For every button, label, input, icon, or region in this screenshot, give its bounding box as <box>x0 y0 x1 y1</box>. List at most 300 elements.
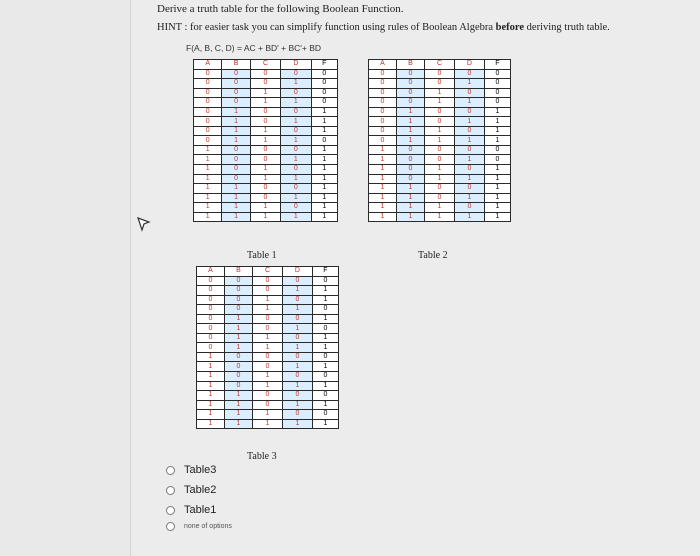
table-cell: 0 <box>484 79 510 89</box>
table-cell: 1 <box>425 126 455 136</box>
table-row <box>194 174 338 184</box>
table-cell: 0 <box>397 69 425 79</box>
table-row <box>369 184 511 194</box>
table-row <box>369 203 511 213</box>
table-cell: 0 <box>312 305 338 315</box>
table-row <box>369 126 511 136</box>
table-cell: 0 <box>312 352 338 362</box>
table-row <box>197 305 339 315</box>
table-row <box>194 212 338 222</box>
table-cell: 0 <box>282 372 312 382</box>
hint-prefix: HINT : for easier task you can simplify function using rules of Boolean Algebra <box>157 22 494 33</box>
table-cell: 1 <box>454 212 484 222</box>
table-cell: 0 <box>312 276 338 286</box>
table-cell: 0 <box>253 314 283 324</box>
table-cell: 0 <box>282 333 312 343</box>
table-cell: 0 <box>282 391 312 401</box>
table-cell: 1 <box>311 126 337 136</box>
table-cell: 0 <box>253 352 283 362</box>
truth-table-2 <box>368 59 511 222</box>
table-cell: 1 <box>253 343 283 353</box>
truth-table-3 <box>196 266 339 429</box>
hint-bold: before <box>495 22 525 33</box>
table-row <box>197 295 339 305</box>
table-cell: 1 <box>312 343 338 353</box>
table-row <box>197 372 339 382</box>
table-cell: 0 <box>253 324 283 334</box>
table-cell: 1 <box>281 117 311 127</box>
table-row <box>194 88 338 98</box>
table-2-label: Table 2 <box>418 250 448 261</box>
table-header-row <box>369 60 511 70</box>
table-cell: 0 <box>484 145 510 155</box>
table-cell: 1 <box>369 193 397 203</box>
table-row <box>194 203 338 213</box>
table-cell: 0 <box>369 136 397 146</box>
table-cell: 0 <box>484 155 510 165</box>
table-cell: 1 <box>484 212 510 222</box>
table-row <box>194 79 338 89</box>
table-cell: 0 <box>225 276 253 286</box>
table-cell: 1 <box>222 136 250 146</box>
table-cell: 1 <box>312 400 338 410</box>
table-cell: 0 <box>225 305 253 315</box>
question-title: Derive a truth table for the following Boolean Function. <box>157 3 404 15</box>
table-cell: 0 <box>312 324 338 334</box>
table-cell: 1 <box>484 136 510 146</box>
table-cell: 1 <box>312 333 338 343</box>
table-cell: 0 <box>397 145 425 155</box>
table-row <box>369 136 511 146</box>
table-cell: 0 <box>312 372 338 382</box>
table-cell: 0 <box>425 79 455 89</box>
table-cell: 1 <box>282 419 312 429</box>
table-cell: 1 <box>250 203 280 213</box>
option-table2[interactable] <box>166 484 216 496</box>
table-cell: 1 <box>369 212 397 222</box>
table-cell: 0 <box>312 391 338 401</box>
column-header: D <box>454 60 484 70</box>
table-cell: 1 <box>312 286 338 296</box>
table-cell: 0 <box>225 286 253 296</box>
table-cell: 0 <box>281 184 311 194</box>
table-row <box>369 69 511 79</box>
table-cell: 0 <box>250 193 280 203</box>
table-cell: 1 <box>250 174 280 184</box>
table-row <box>197 391 339 401</box>
table-cell: 1 <box>282 381 312 391</box>
table-cell: 1 <box>282 362 312 372</box>
table-cell: 0 <box>250 155 280 165</box>
table-cell: 0 <box>397 165 425 175</box>
table-row <box>197 276 339 286</box>
table-cell: 0 <box>282 314 312 324</box>
table-cell: 1 <box>197 381 225 391</box>
table-cell: 1 <box>281 174 311 184</box>
table-row <box>194 165 338 175</box>
table-cell: 0 <box>250 69 280 79</box>
table-cell: 0 <box>197 333 225 343</box>
table-cell: 0 <box>369 88 397 98</box>
table-cell: 1 <box>454 136 484 146</box>
truth-table-1 <box>193 59 338 222</box>
table-row <box>369 193 511 203</box>
table-cell: 1 <box>253 381 283 391</box>
table-cell: 1 <box>484 165 510 175</box>
table-cell: 1 <box>282 286 312 296</box>
table-cell: 0 <box>197 295 225 305</box>
table-cell: 1 <box>225 400 253 410</box>
table-cell: 0 <box>281 126 311 136</box>
table-cell: 1 <box>311 203 337 213</box>
table-cell: 1 <box>397 184 425 194</box>
table-cell: 0 <box>425 193 455 203</box>
table-cell: 0 <box>369 79 397 89</box>
table-row <box>197 419 339 429</box>
table-cell: 0 <box>282 295 312 305</box>
radio-button[interactable] <box>166 486 175 495</box>
table-row <box>369 174 511 184</box>
table-cell: 0 <box>312 410 338 420</box>
table-cell: 1 <box>225 391 253 401</box>
column-header: A <box>369 60 397 70</box>
column-header: F <box>311 60 337 70</box>
table-cell: 1 <box>225 410 253 420</box>
table-cell: 1 <box>225 419 253 429</box>
table-row <box>369 88 511 98</box>
table-cell: 0 <box>397 98 425 108</box>
table-cell: 0 <box>194 117 222 127</box>
table-cell: 1 <box>397 203 425 213</box>
table-cell: 1 <box>250 212 280 222</box>
hint-suffix: deriving truth table. <box>526 22 610 33</box>
table-row <box>369 107 511 117</box>
table-cell: 0 <box>250 145 280 155</box>
table-cell: 0 <box>253 276 283 286</box>
table-row <box>369 165 511 175</box>
table-cell: 1 <box>484 193 510 203</box>
table-cell: 0 <box>197 324 225 334</box>
table-cell: 0 <box>253 286 283 296</box>
table-header-row <box>194 60 338 70</box>
table-cell: 1 <box>369 165 397 175</box>
table-cell: 0 <box>250 107 280 117</box>
table-cell: 1 <box>281 155 311 165</box>
table-cell: 1 <box>425 212 455 222</box>
table-row <box>197 324 339 334</box>
table-row <box>194 117 338 127</box>
table-cell: 0 <box>194 136 222 146</box>
table-cell: 1 <box>425 98 455 108</box>
table-cell: 1 <box>311 145 337 155</box>
table-cell: 0 <box>281 69 311 79</box>
column-header: F <box>312 267 338 277</box>
option-label: Table2 <box>184 484 217 496</box>
table-cell: 1 <box>282 343 312 353</box>
option-none[interactable] <box>166 522 232 531</box>
table-cell: 0 <box>222 174 250 184</box>
table-cell: 0 <box>454 69 484 79</box>
table-cell: 0 <box>282 410 312 420</box>
table-cell: 0 <box>425 145 455 155</box>
table-cell: 0 <box>369 126 397 136</box>
table-cell: 0 <box>222 69 250 79</box>
table-cell: 1 <box>281 212 311 222</box>
table-cell: 1 <box>484 107 510 117</box>
column-header: B <box>222 60 250 70</box>
table-cell: 0 <box>484 98 510 108</box>
table-cell: 0 <box>454 165 484 175</box>
table-cell: 1 <box>281 79 311 89</box>
table-cell: 1 <box>250 165 280 175</box>
option-label: Table1 <box>184 504 217 516</box>
table-cell: 0 <box>194 79 222 89</box>
table-cell: 0 <box>425 155 455 165</box>
table-cell: 0 <box>369 107 397 117</box>
table-cell: 0 <box>253 400 283 410</box>
table-cell: 1 <box>311 184 337 194</box>
table-cell: 0 <box>194 107 222 117</box>
table-cell: 1 <box>222 184 250 194</box>
table-cell: 1 <box>312 314 338 324</box>
table-cell: 0 <box>197 286 225 296</box>
table-row <box>197 286 339 296</box>
column-header: F <box>484 60 510 70</box>
table-cell: 0 <box>222 88 250 98</box>
table-cell: 0 <box>369 98 397 108</box>
table-cell: 1 <box>311 107 337 117</box>
table-cell: 1 <box>282 305 312 315</box>
table-cell: 0 <box>194 88 222 98</box>
table-cell: 0 <box>311 79 337 89</box>
table-cell: 0 <box>484 88 510 98</box>
table-cell: 0 <box>282 352 312 362</box>
table-cell: 1 <box>425 88 455 98</box>
table-cell: 1 <box>484 174 510 184</box>
column-header: C <box>250 60 280 70</box>
table-cell: 1 <box>311 165 337 175</box>
table-cell: 1 <box>484 126 510 136</box>
table-cell: 1 <box>369 155 397 165</box>
table-cell: 1 <box>222 117 250 127</box>
table-cell: 0 <box>253 391 283 401</box>
table-cell: 1 <box>454 98 484 108</box>
table-cell: 0 <box>253 362 283 372</box>
table-cell: 0 <box>397 79 425 89</box>
table-cell: 1 <box>369 203 397 213</box>
table-cell: 1 <box>197 419 225 429</box>
table-row <box>194 155 338 165</box>
table-row <box>194 136 338 146</box>
table-cell: 1 <box>311 174 337 184</box>
column-header: D <box>281 60 311 70</box>
table-cell: 1 <box>312 295 338 305</box>
table-cell: 0 <box>222 165 250 175</box>
table-cell: 1 <box>311 155 337 165</box>
table-cell: 0 <box>369 117 397 127</box>
table-cell: 1 <box>312 419 338 429</box>
table-cell: 0 <box>282 276 312 286</box>
table-row <box>369 145 511 155</box>
table-cell: 1 <box>253 410 283 420</box>
table-cell: 0 <box>194 126 222 136</box>
table-cell: 1 <box>281 136 311 146</box>
table-cell: 1 <box>197 352 225 362</box>
table-cell: 1 <box>425 136 455 146</box>
table-cell: 0 <box>250 117 280 127</box>
table-cell: 0 <box>311 98 337 108</box>
table-cell: 1 <box>484 117 510 127</box>
table-cell: 0 <box>250 79 280 89</box>
table-cell: 0 <box>425 69 455 79</box>
table-cell: 1 <box>194 203 222 213</box>
table-cell: 1 <box>454 155 484 165</box>
table-cell: 0 <box>425 117 455 127</box>
table-cell: 1 <box>312 362 338 372</box>
table-cell: 0 <box>194 98 222 108</box>
table-cell: 1 <box>225 343 253 353</box>
table-cell: 1 <box>425 165 455 175</box>
table-cell: 1 <box>311 193 337 203</box>
table-1-label: Table 1 <box>247 250 277 261</box>
table-cell: 0 <box>197 314 225 324</box>
table-cell: 1 <box>253 333 283 343</box>
radio-button[interactable] <box>166 506 175 515</box>
table-cell: 1 <box>397 136 425 146</box>
table-cell: 1 <box>194 155 222 165</box>
table-cell: 1 <box>425 203 455 213</box>
table-row <box>194 193 338 203</box>
table-cell: 1 <box>397 212 425 222</box>
column-header: A <box>194 60 222 70</box>
table-cell: 1 <box>222 203 250 213</box>
table-cell: 1 <box>484 184 510 194</box>
table-cell: 1 <box>281 98 311 108</box>
hint-text <box>157 22 610 33</box>
table-cell: 1 <box>194 212 222 222</box>
table-cell: 0 <box>250 184 280 194</box>
table-cell: 1 <box>454 193 484 203</box>
table-cell: 1 <box>253 295 283 305</box>
table-cell: 1 <box>197 362 225 372</box>
table-cell: 1 <box>253 419 283 429</box>
table-cell: 1 <box>222 126 250 136</box>
table-cell: 1 <box>253 372 283 382</box>
table-cell: 1 <box>369 184 397 194</box>
option-table1[interactable] <box>166 504 216 516</box>
mouse-pointer-icon <box>137 216 151 232</box>
table-cell: 0 <box>197 305 225 315</box>
table-cell: 1 <box>397 193 425 203</box>
table-cell: 0 <box>397 155 425 165</box>
table-row <box>197 410 339 420</box>
table-cell: 1 <box>397 126 425 136</box>
table-cell: 1 <box>454 117 484 127</box>
table-cell: 1 <box>194 145 222 155</box>
table-row <box>369 212 511 222</box>
table-cell: 0 <box>454 88 484 98</box>
table-cell: 1 <box>454 79 484 89</box>
table-cell: 1 <box>225 333 253 343</box>
column-header: C <box>425 60 455 70</box>
table-cell: 1 <box>369 174 397 184</box>
table-row <box>369 79 511 89</box>
table-row <box>194 184 338 194</box>
table-cell: 0 <box>222 155 250 165</box>
table-cell: 1 <box>397 117 425 127</box>
table-3-label: Table 3 <box>247 451 277 462</box>
table-cell: 0 <box>397 88 425 98</box>
table-cell: 1 <box>197 372 225 382</box>
radio-button[interactable] <box>166 466 175 475</box>
table-row <box>369 117 511 127</box>
table-cell: 0 <box>397 174 425 184</box>
table-row <box>194 126 338 136</box>
table-cell: 0 <box>311 136 337 146</box>
table-cell: 1 <box>282 400 312 410</box>
table-cell: 0 <box>225 352 253 362</box>
table-cell: 1 <box>312 381 338 391</box>
table-row <box>369 98 511 108</box>
table-cell: 0 <box>225 362 253 372</box>
table-cell: 1 <box>194 174 222 184</box>
table-cell: 0 <box>281 145 311 155</box>
table-cell: 1 <box>197 391 225 401</box>
table-cell: 0 <box>194 69 222 79</box>
table-cell: 1 <box>282 324 312 334</box>
option-table3[interactable] <box>166 464 216 476</box>
table-cell: 0 <box>425 107 455 117</box>
table-row <box>197 333 339 343</box>
table-row <box>369 155 511 165</box>
table-cell: 0 <box>311 69 337 79</box>
table-cell: 0 <box>281 203 311 213</box>
table-cell: 1 <box>454 174 484 184</box>
table-cell: 1 <box>194 165 222 175</box>
table-row <box>197 352 339 362</box>
radio-button[interactable] <box>166 522 175 531</box>
table-header-row <box>197 267 339 277</box>
column-header: D <box>282 267 312 277</box>
table-cell: 1 <box>397 107 425 117</box>
table-cell: 0 <box>311 88 337 98</box>
table-cell: 1 <box>253 305 283 315</box>
table-cell: 0 <box>222 145 250 155</box>
table-cell: 0 <box>454 145 484 155</box>
table-cell: 1 <box>425 174 455 184</box>
table-cell: 1 <box>369 145 397 155</box>
table-row <box>194 69 338 79</box>
boolean-function: F(A, B, C, D) = AC + BD' + BC'+ BD <box>186 43 322 53</box>
table-row <box>194 107 338 117</box>
table-cell: 1 <box>250 136 280 146</box>
table-cell: 0 <box>454 184 484 194</box>
table-cell: 1 <box>250 126 280 136</box>
table-cell: 0 <box>197 343 225 353</box>
table-row <box>197 343 339 353</box>
table-cell: 0 <box>454 203 484 213</box>
table-cell: 1 <box>311 117 337 127</box>
table-cell: 1 <box>194 193 222 203</box>
column-header: B <box>225 267 253 277</box>
table-cell: 0 <box>225 295 253 305</box>
table-cell: 1 <box>250 98 280 108</box>
table-cell: 1 <box>197 400 225 410</box>
table-cell: 0 <box>454 107 484 117</box>
table-cell: 1 <box>194 184 222 194</box>
table-cell: 1 <box>222 212 250 222</box>
table-cell: 1 <box>222 193 250 203</box>
